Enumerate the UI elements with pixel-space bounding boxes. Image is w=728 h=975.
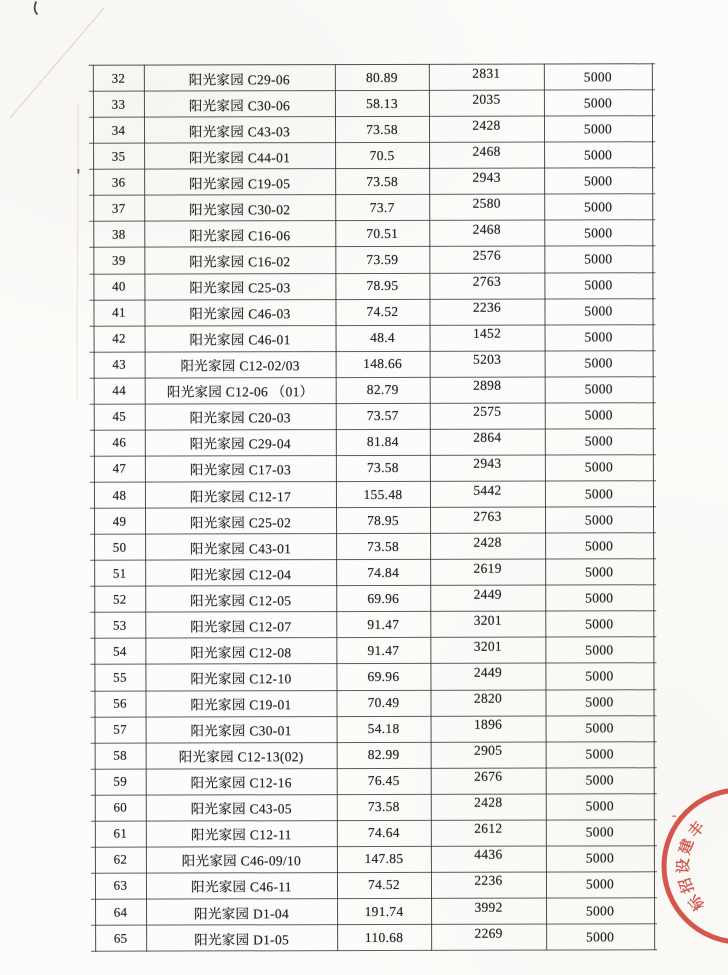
deposit-value: 5000 [585, 746, 614, 762]
table-row [89, 169, 655, 197]
table-row [91, 872, 657, 900]
stamp-character: 标 [686, 891, 709, 913]
amount-value: 2612 [474, 821, 503, 837]
row-number: 51 [112, 565, 127, 581]
row-number: 32 [111, 70, 126, 86]
row-number: 58 [113, 747, 127, 763]
amount-value: 2236 [472, 299, 502, 315]
table-row [90, 507, 656, 535]
deposit-value: 5000 [584, 381, 613, 397]
unit-name: 阳光家园 C12-07 [190, 619, 292, 635]
deposit-value: 5000 [585, 668, 614, 684]
area-value: 81.84 [366, 434, 399, 450]
amount-value: 2898 [473, 377, 502, 394]
amount-value: 2676 [474, 768, 503, 784]
deposit-value: 5000 [583, 121, 613, 137]
unit-name: 阳光家园 C12-04 [190, 566, 292, 583]
stamp-character: 招 [677, 875, 698, 895]
row-number: 63 [113, 878, 128, 894]
table-row [90, 429, 656, 457]
row-number: 55 [113, 669, 127, 685]
deposit-value: 5000 [584, 538, 614, 554]
unit-name: 阳光家园 C16-06 [189, 228, 291, 244]
stamp-arc [664, 790, 728, 942]
row-number: 49 [112, 513, 127, 529]
row-number: 54 [113, 643, 127, 659]
deposit-value: 5000 [583, 147, 613, 163]
deposit-value: 5000 [584, 303, 613, 319]
deposit-value: 5000 [585, 902, 615, 918]
row-number: 48 [112, 487, 127, 503]
amount-value: 2428 [473, 534, 502, 550]
deposit-value: 5000 [585, 642, 614, 658]
deposit-value: 5000 [585, 928, 615, 945]
unit-name: 阳光家园 C44-01 [188, 149, 291, 166]
amount-value: 2575 [473, 404, 502, 420]
deposit-value: 5000 [585, 616, 614, 632]
amount-value: 3992 [474, 899, 503, 915]
amount-value: 2763 [472, 273, 502, 289]
row-number: 60 [113, 799, 128, 815]
area-value: 73.58 [366, 173, 399, 189]
row-number: 50 [112, 539, 127, 555]
area-value: 74.52 [366, 304, 399, 320]
amount-value: 2449 [473, 586, 502, 602]
row-number: 34 [111, 122, 126, 138]
area-value: 73.58 [367, 799, 400, 815]
unit-name: 阳光家园 C16-02 [189, 254, 291, 270]
stamp-tick: 、 [666, 803, 683, 821]
area-value: 73.7 [369, 199, 395, 215]
deposit-value: 5000 [585, 798, 614, 814]
row-number: 57 [113, 721, 127, 737]
amount-value: 5203 [472, 351, 502, 367]
row-number: 38 [111, 226, 126, 242]
table-row [91, 794, 657, 822]
fee-table [89, 63, 657, 951]
row-number: 61 [113, 825, 128, 842]
row-number: 45 [112, 408, 127, 425]
deposit-value: 5000 [585, 564, 614, 580]
row-number: 43 [112, 356, 126, 372]
deposit-value: 5000 [584, 355, 613, 371]
table-row [90, 638, 656, 666]
area-value: 69.96 [367, 590, 400, 606]
unit-name: 阳光家园 C12-05 [190, 592, 292, 609]
unit-name: 阳光家园 C46-11 [191, 879, 292, 895]
table-row [90, 690, 656, 718]
area-value: 74.64 [367, 825, 400, 841]
deposit-value: 5000 [584, 173, 613, 189]
row-number: 33 [111, 96, 126, 112]
area-value: 80.89 [365, 69, 398, 85]
amount-value: 2820 [473, 690, 503, 706]
unit-name: 阳光家园 C12-13(02) [178, 749, 304, 765]
deposit-value: 5000 [585, 824, 614, 840]
unit-name: 阳光家园 C12-10 [190, 671, 292, 687]
unit-name: 阳光家园 C19-01 [190, 697, 292, 713]
deposit-value: 5000 [583, 94, 613, 111]
row-number: 36 [111, 174, 126, 190]
unit-name: 阳光家园 D1-04 [194, 905, 290, 922]
deposit-value: 5000 [583, 68, 612, 84]
row-number: 46 [112, 435, 127, 451]
area-value: 73.57 [366, 408, 399, 424]
area-value: 82.79 [366, 382, 399, 398]
row-number: 62 [113, 852, 128, 868]
unit-name: 阳光家园 C46-09/10 [181, 853, 302, 869]
table-row [90, 612, 656, 640]
table-row [90, 455, 656, 483]
table-row [89, 273, 655, 301]
area-value: 73.58 [366, 460, 399, 476]
area-value: 148.66 [363, 356, 403, 372]
table-row [90, 351, 656, 379]
unit-name: 阳光家园 C30-06 [188, 97, 291, 114]
fee-table-body [89, 63, 657, 951]
area-value: 74.52 [368, 877, 400, 893]
amount-value: 1896 [473, 716, 503, 732]
table-row [91, 742, 657, 770]
row-number: 41 [112, 304, 126, 320]
area-value: 70.49 [367, 694, 400, 711]
row-number: 35 [111, 148, 126, 164]
amount-value: 2428 [474, 794, 503, 811]
deposit-value: 5000 [584, 459, 614, 475]
smudge-line [77, 105, 78, 400]
area-value: 74.84 [367, 564, 400, 580]
table-row [90, 533, 656, 561]
area-value: 110.68 [364, 929, 404, 945]
table-row [89, 195, 655, 223]
row-number: 40 [112, 278, 126, 294]
amount-value: 3201 [473, 638, 502, 654]
area-value: 73.59 [366, 251, 399, 267]
deposit-value: 5000 [585, 876, 615, 892]
unit-name: 阳光家园 C12-06 （01） [166, 384, 314, 400]
row-number: 39 [112, 252, 126, 268]
amount-value: 2576 [472, 247, 501, 263]
unit-name: 阳光家园 C12-11 [190, 827, 292, 843]
area-value: 76.45 [367, 773, 400, 789]
unit-name: 阳光家园 C25-03 [189, 280, 291, 296]
amount-value: 2619 [473, 560, 502, 576]
row-number: 65 [113, 930, 128, 946]
amount-value: 2236 [474, 873, 503, 889]
row-number: 64 [113, 904, 128, 920]
table-row [89, 64, 655, 92]
deposit-value: 5000 [584, 485, 614, 501]
area-value: 48.4 [370, 330, 395, 346]
area-value: 54.18 [367, 721, 400, 737]
amount-value: 2428 [472, 117, 501, 133]
unit-name: 阳光家园 C46-03 [189, 306, 291, 322]
table-row [89, 142, 655, 170]
deposit-value: 5000 [584, 277, 613, 293]
table-row [89, 299, 655, 327]
amount-value: 1452 [472, 325, 502, 341]
deposit-value: 5000 [585, 772, 614, 788]
unit-name: 阳光家园 C46-01 [189, 332, 291, 348]
unit-name: 阳光家园 C12-02/03 [180, 358, 300, 374]
row-number: 59 [113, 773, 128, 789]
area-value: 73.58 [366, 121, 398, 137]
table-row [89, 247, 655, 275]
table-row [91, 898, 657, 926]
amount-value: 2449 [473, 664, 503, 680]
table-row [89, 116, 655, 144]
amount-value: 2905 [474, 742, 503, 758]
amount-value: 5442 [473, 482, 502, 498]
unit-name: 阳光家园 C19-05 [189, 175, 291, 192]
row-number: 52 [112, 591, 127, 607]
amount-value: 2943 [472, 169, 501, 185]
deposit-value: 5000 [584, 329, 613, 345]
area-value: 58.13 [365, 95, 398, 111]
row-number: 37 [111, 200, 126, 216]
red-seal-stamp [658, 788, 728, 946]
pen-mark-icon [35, 2, 37, 14]
amount-value: 2864 [473, 430, 502, 446]
unit-name: 阳光家园 C30-01 [190, 723, 292, 739]
area-value: 155.48 [363, 486, 403, 502]
deposit-value: 5000 [585, 720, 614, 736]
stamp-character: 设 [676, 858, 692, 874]
amount-value: 2943 [473, 456, 502, 472]
amount-value: 2468 [472, 221, 501, 237]
deposit-value: 5000 [585, 850, 615, 866]
amount-value: 2831 [472, 65, 501, 81]
unit-name: 阳光家园 C43-01 [189, 540, 292, 557]
table-row [90, 664, 656, 692]
deposit-value: 5000 [584, 225, 613, 241]
area-value: 70.51 [366, 225, 399, 241]
amount-value: 2269 [474, 925, 503, 941]
amount-value: 2468 [472, 143, 501, 159]
ink-speck [78, 169, 80, 174]
unit-name: 阳光家园 C12-08 [190, 645, 292, 661]
table-row [90, 559, 656, 587]
unit-name: 阳光家园 D1-05 [194, 931, 290, 948]
deposit-value: 5000 [584, 433, 613, 449]
table-row [91, 768, 657, 796]
area-value: 78.95 [366, 277, 399, 294]
table-row [91, 924, 657, 952]
unit-name: 阳光家园 C29-06 [188, 71, 290, 88]
unit-name: 阳光家园 C12-16 [190, 775, 292, 791]
unit-name: 阳光家园 C43-03 [188, 123, 291, 140]
table-row [90, 481, 656, 509]
stamp-character: 丰 [686, 819, 709, 841]
amount-value: 2580 [472, 195, 501, 211]
table-row [90, 325, 656, 353]
table-row [90, 586, 656, 614]
unit-name: 阳光家园 C29-04 [189, 436, 291, 452]
row-number: 53 [112, 617, 127, 633]
area-value: 70.5 [369, 147, 395, 163]
stamp-text [674, 818, 709, 914]
unit-name: 阳光家园 C30-02 [189, 202, 291, 218]
amount-value: 2035 [472, 91, 501, 107]
amount-value: 4436 [474, 847, 503, 863]
deposit-value: 5000 [584, 251, 613, 267]
unit-name: 阳光家园 C20-03 [189, 410, 291, 426]
table-row [91, 820, 657, 848]
table-row [90, 403, 656, 431]
area-value: 147.85 [364, 851, 404, 867]
deposit-value: 5000 [585, 590, 614, 606]
table-row [89, 90, 655, 118]
deposit-value: 5000 [584, 199, 613, 215]
area-value: 191.74 [364, 903, 404, 919]
area-value: 91.47 [367, 642, 400, 658]
area-value: 73.58 [367, 538, 400, 554]
row-number: 47 [112, 461, 127, 477]
table-row [90, 377, 656, 405]
deposit-value: 5000 [585, 694, 614, 710]
amount-value: 2763 [473, 508, 502, 524]
row-number: 56 [113, 695, 127, 711]
row-number: 44 [112, 382, 127, 398]
unit-name: 阳光家园 C25-02 [189, 514, 292, 531]
table-row [91, 846, 657, 874]
area-value: 82.99 [367, 747, 400, 763]
area-value: 69.96 [367, 668, 400, 684]
amount-value: 3201 [473, 612, 502, 628]
table-row [89, 221, 655, 249]
table-row [91, 716, 657, 744]
row-number: 42 [112, 330, 126, 346]
stamp-character: 建 [677, 837, 698, 857]
unit-name: 阳光家园 C43-05 [190, 801, 292, 817]
area-value: 78.95 [367, 512, 399, 528]
unit-name: 阳光家园 C17-03 [189, 462, 292, 478]
area-value: 91.47 [367, 616, 400, 632]
unit-name: 阳光家园 C12-17 [189, 488, 292, 505]
deposit-value: 5000 [584, 407, 613, 423]
deposit-value: 5000 [584, 511, 614, 528]
